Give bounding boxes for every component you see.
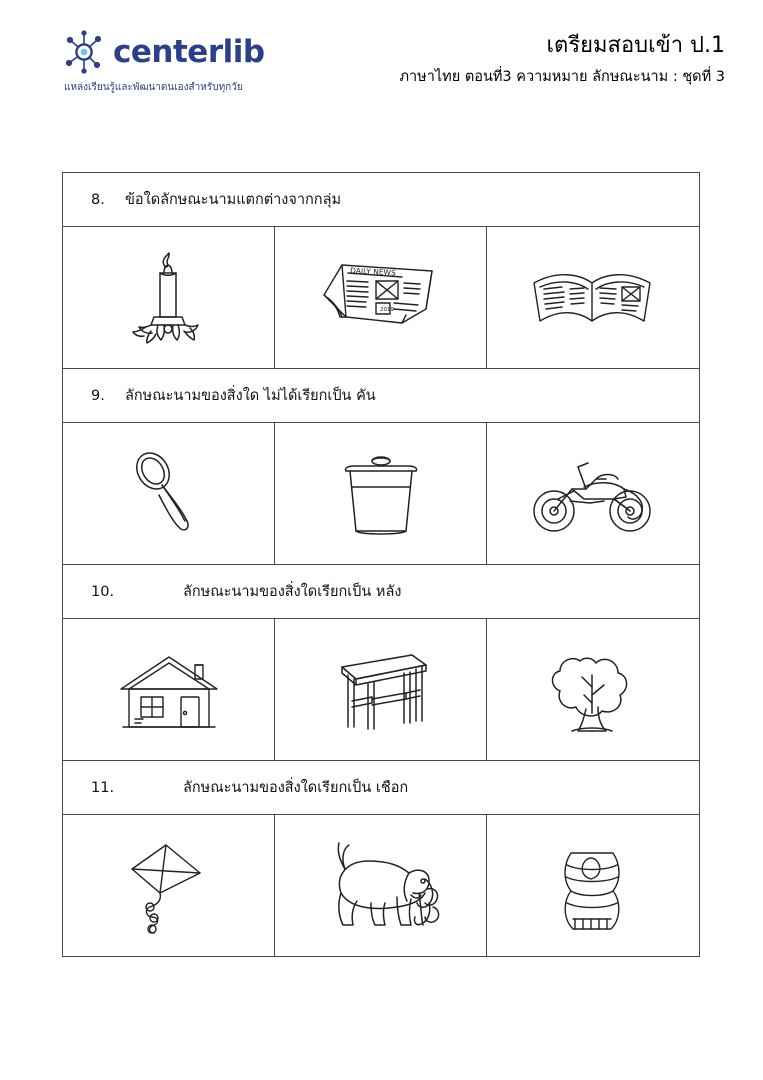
option-row [63,423,699,565]
option-cell[interactable] [275,619,487,760]
elephant-icon [301,831,461,941]
option-row [63,619,699,761]
question-row [63,173,699,227]
option-cell[interactable] [275,423,487,564]
question-number: 11. [91,779,115,796]
brand-name: centerlib [113,33,265,70]
page-title: เตรียมสอบเข้า ป.1 [546,33,725,58]
tree-icon [528,635,658,745]
open-book-icon [518,243,668,353]
house-icon [99,635,239,745]
option-row [63,815,699,957]
page-header [0,22,763,122]
question-row [63,761,699,815]
option-cell[interactable] [63,815,275,956]
page-subtitle: ภาษาไทย ตอนที่3 ความหมาย ลักษณะนาม : ชุดที่ 3 [399,68,725,85]
newspaper-icon [306,243,456,353]
kite-icon [104,831,234,941]
brand-block [62,22,265,95]
pot-icon [316,439,446,549]
candle-icon [110,243,228,353]
question-text: ลักษณะนามของสิ่งใด ไม่ได้เรียกเป็น คัน [125,388,376,404]
question-number: 8. [91,191,105,208]
question-text: ลักษณะนามของสิ่งใดเรียกเป็น หลัง [183,584,402,600]
question-row [63,565,699,619]
option-cell[interactable] [275,227,487,368]
option-cell[interactable] [487,423,699,564]
motorcycle-icon [518,439,668,549]
option-cell[interactable] [63,423,275,564]
centerlib-molecule-icon [62,30,106,74]
option-cell[interactable] [487,619,699,760]
option-row [63,227,699,369]
question-row [63,369,699,423]
option-cell[interactable] [275,815,487,956]
question-number: 9. [91,387,105,404]
brand-row [62,30,265,74]
question-text: ลักษณะนามของสิ่งใดเรียกเป็น เชือก [183,780,409,796]
spoon-icon [109,439,229,549]
question-number: 10. [91,583,115,600]
svg-text:DAILY NEWS: DAILY NEWS [349,265,396,277]
scarf-icon [533,831,653,941]
option-cell[interactable] [487,815,699,956]
option-cell[interactable] [63,227,275,368]
option-cell[interactable] [63,619,275,760]
question-text: ข้อใดลักษณะนามแตกต่างจากกลุ่ม [125,192,342,208]
title-block [399,22,725,86]
svg-text:2019: 2019 [379,306,394,313]
option-cell[interactable] [487,227,699,368]
desk-icon [316,635,446,745]
worksheet-table [62,172,700,957]
brand-tagline: แหล่งเรียนรู้และพัฒนาตนเองสำหรับทุกวัย [64,82,243,93]
